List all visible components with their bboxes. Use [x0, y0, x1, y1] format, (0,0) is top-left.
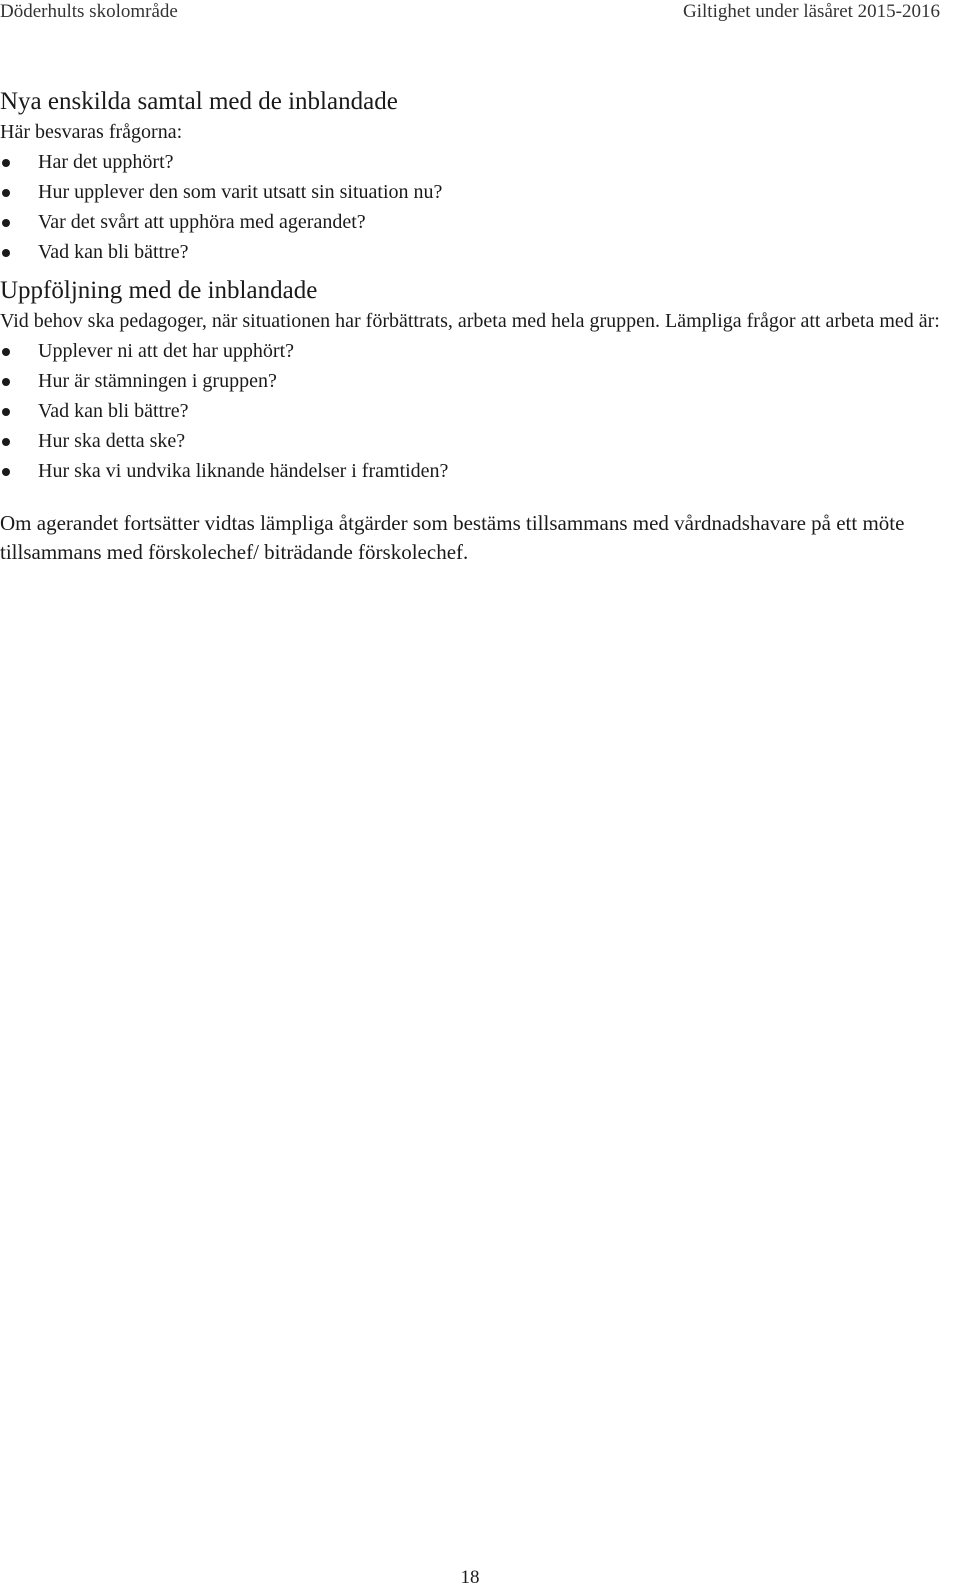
section-new-conversations	[0, 86, 945, 267]
list-item-text: Hur ska vi undvika liknande händelser i framtiden?	[38, 460, 449, 482]
list-item-text: Hur är stämningen i gruppen?	[38, 370, 277, 392]
list-item-text: Hur ska detta ske?	[38, 430, 186, 452]
bullet-icon	[2, 159, 10, 167]
list-item	[0, 396, 945, 426]
list-item	[0, 456, 945, 486]
closing-paragraph: Om agerandet fortsätter vidtas lämpliga åtgärder som bestäms tillsammans med vårdnadshavare på ett möte tillsammans med förskolechef/ biträdande förskolechef.	[0, 511, 905, 564]
section-heading: Uppföljning med de inblandade	[0, 277, 318, 304]
section-follow-up	[0, 275, 945, 486]
page-header	[0, 0, 960, 26]
list-item	[0, 366, 945, 396]
page-number: 18	[460, 1567, 480, 1588]
bullet-icon	[2, 468, 10, 476]
list-item-text: Vad kan bli bättre?	[38, 241, 189, 263]
bullet-icon	[2, 408, 10, 416]
question-list	[0, 147, 945, 267]
header-validity: Giltighet under läsåret 2015-2016	[683, 1, 940, 22]
bullet-icon	[2, 219, 10, 227]
bullet-icon	[2, 189, 10, 197]
list-item	[0, 336, 945, 366]
list-item	[0, 177, 945, 207]
section-intro: Här besvaras frågorna:	[0, 121, 183, 143]
list-item-text: Vad kan bli bättre?	[38, 400, 189, 422]
list-item	[0, 426, 945, 456]
list-item-text: Hur upplever den som varit utsatt sin situation nu?	[38, 181, 443, 203]
header-school-area: Döderhults skolområde	[0, 1, 178, 22]
bullet-icon	[2, 249, 10, 257]
section-heading: Nya enskilda samtal med de inblandade	[0, 88, 398, 115]
question-list	[0, 336, 945, 486]
section-intro: Vid behov ska pedagoger, när situationen har förbättrats, arbeta med hela gruppen. Lämpliga frågor att arbeta med är:	[0, 310, 940, 332]
list-item	[0, 147, 945, 177]
list-item	[0, 237, 945, 267]
document-body	[0, 86, 945, 567]
bullet-icon	[2, 378, 10, 386]
list-item-text: Upplever ni att det har upphört?	[38, 340, 295, 362]
list-item-text: Har det upphört?	[38, 151, 174, 173]
bullet-icon	[2, 438, 10, 446]
bullet-icon	[2, 348, 10, 356]
list-item	[0, 207, 945, 237]
list-item-text: Var det svårt att upphöra med agerandet?	[38, 211, 366, 233]
